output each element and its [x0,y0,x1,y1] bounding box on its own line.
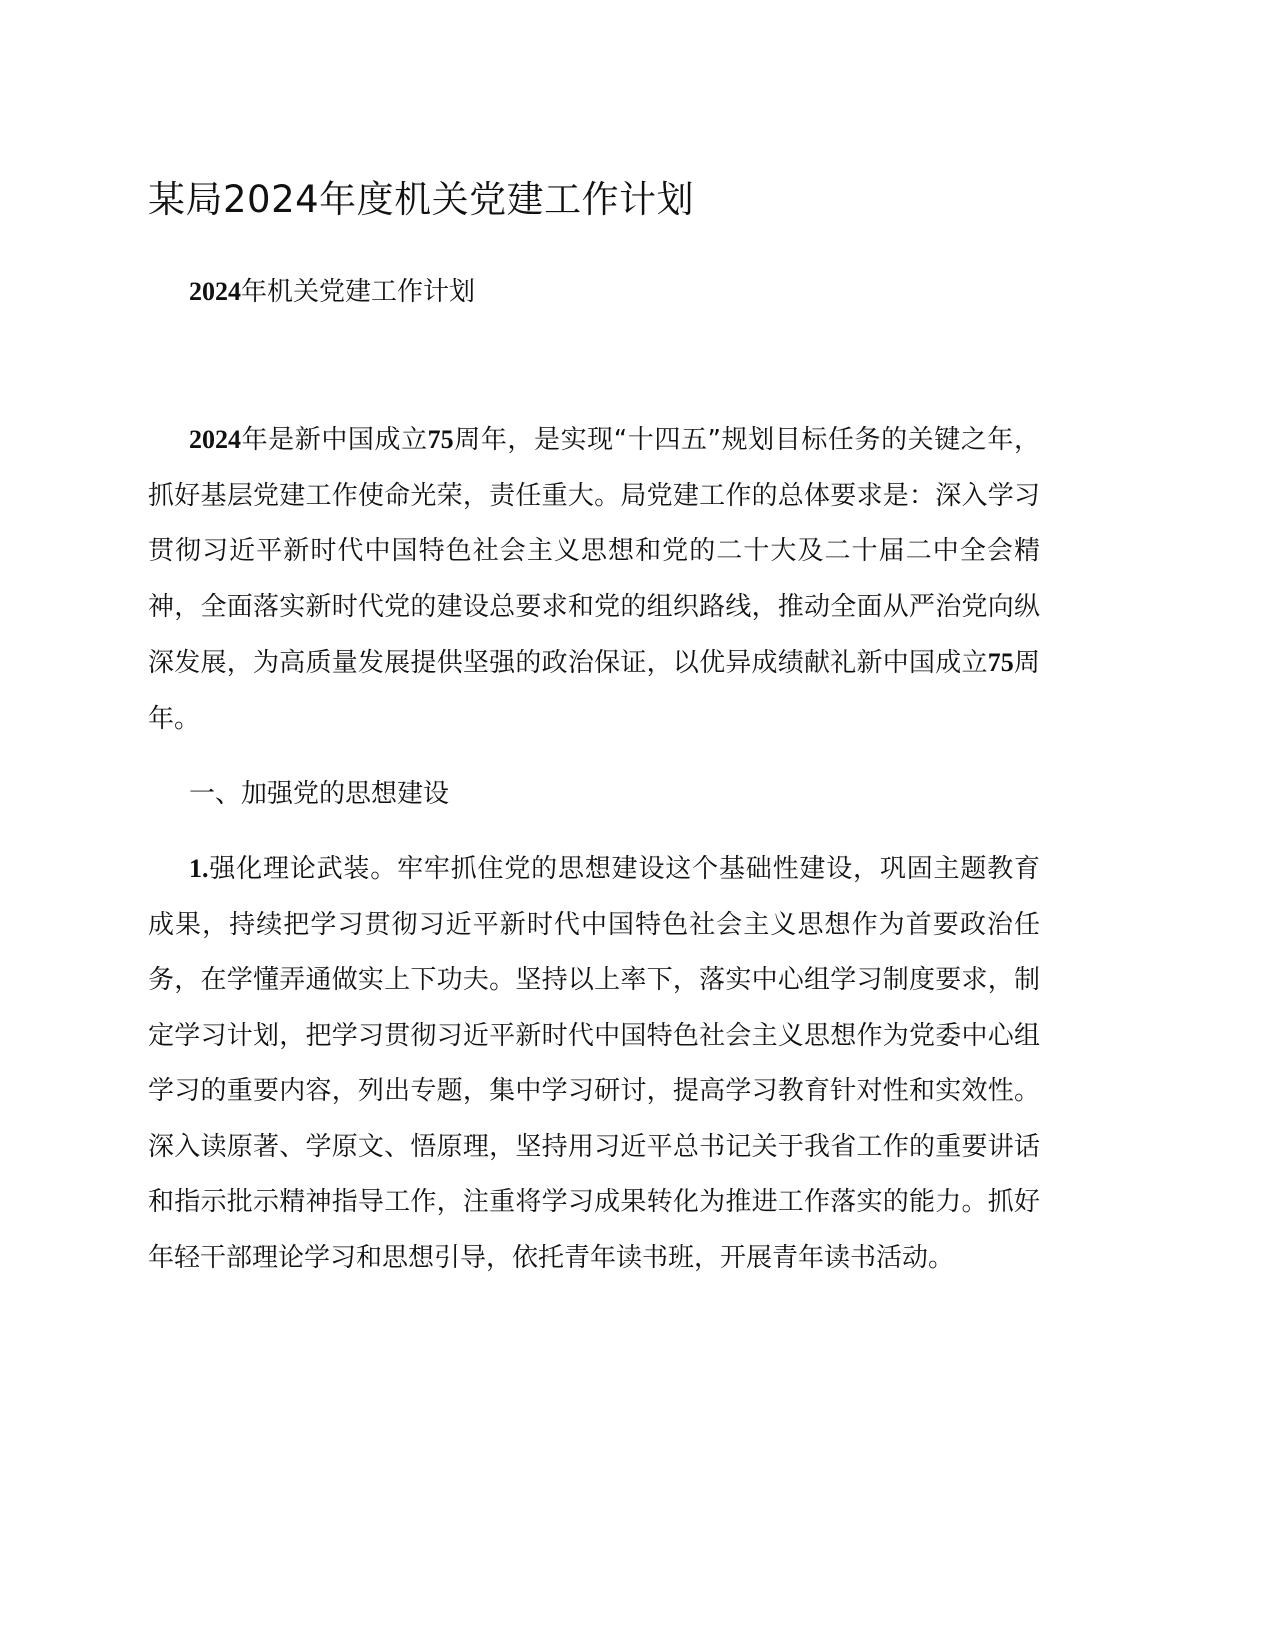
section-heading: 一、加强党的思想建设 [189,779,450,809]
intro-text-2: 周年，是实现“十四五”规划目标任务的关键之年，抓好基层党建工作使命光荣，责任重大。局党建工作的总体要求是：深入学习贯彻习近平新时代中国特色社会主义思想和党的二十大及二十届二中全会精神，全面落实新时代党的建设总要求和党的组织路线，推动全面从严治党向纵深发展，为高质量发展提供坚强的政治保证，以优异成绩献礼新中国成立 [148,425,1040,678]
item-number: 1. [189,854,209,883]
document-page [148,170,1048,1286]
document-title: 某局2024年度机关党建工作计划 [148,178,695,221]
item-text: 强化理论武装。牢牢抓住党的思想建设这个基础性建设，巩固主题教育成果，持续把学习贯彻习近平新时代中国特色社会主义思想作为首要政治任务，在学懂弄通做实上下功夫。坚持以上率下，落实中心组学习制度要求，制定学习计划，把学习贯彻习近平新时代中国特色社会主义思想作为党委中心组学习的重要内容，列出专题，集中学习研讨，提高学习教育针对性和实效性。深入读原著、学原文、悟原理，坚持用习近平总书记关于我省工作的重要讲话和指示批示精神指导工作，注重将学习成果转化为推进工作落实的能力。抓好年轻干部理论学习和思想引导，依托青年读书班，开展青年读书活动。 [148,854,1040,1273]
intro-text-1: 年是新中国成立 [241,425,428,455]
document-subtitle [148,272,1048,312]
subtitle-year: 2024 [189,277,241,306]
intro-anniversary-2: 75 [987,648,1014,677]
intro-anniversary-1: 75 [427,425,454,454]
intro-year: 2024 [189,425,241,454]
intro-text-3: 周年。 [148,648,1040,734]
intro-paragraph [148,412,1040,747]
subtitle-text: 年机关党建工作计划 [241,277,476,307]
item-paragraph-1 [148,841,1040,1286]
